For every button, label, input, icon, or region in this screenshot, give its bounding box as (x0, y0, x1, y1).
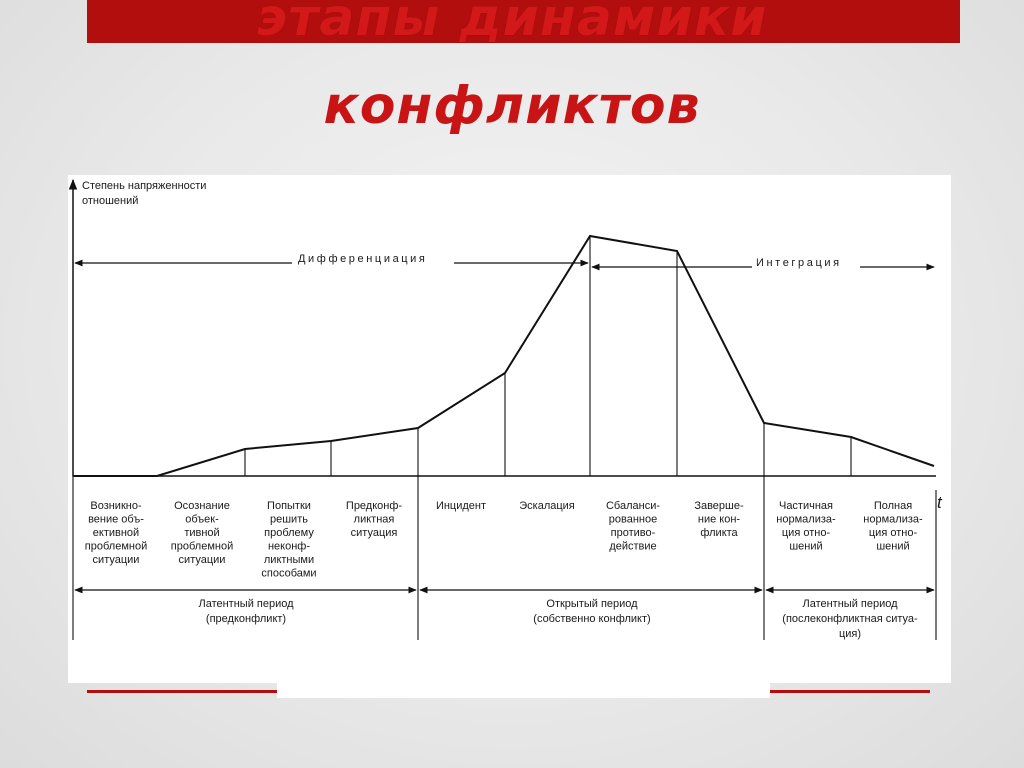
stage-label-6: Эскалация (519, 500, 575, 512)
period-label-2: Открытый период (собственно конфликт) (533, 598, 651, 625)
period-label-3: Латентный период (послеконфликтная ситуа-ция) (782, 598, 918, 640)
x-axis-label: t (937, 493, 942, 512)
stage-label-2: Осознание объек-тивной проблемной ситуации (170, 500, 234, 566)
title-line-2: конфликтов (323, 76, 701, 136)
stage-label-9: Частичная нормализа-ция отно-шений (776, 500, 836, 553)
stage-label-8: Заверше-ние кон-фликта (694, 500, 744, 539)
stage-label-3: Попытки решить проблему неконф-ликтными способами (261, 500, 317, 580)
stage-label-4: Предконф-ликтная ситуация (345, 500, 403, 539)
stage-label-5: Инцидент (435, 500, 487, 512)
stage-label-1: Возникно-вение объ-ективной проблемной ситуации (84, 500, 148, 566)
tension-curve (73, 236, 934, 476)
stage-label-10: Полная нормализа-ция отно-шений (863, 500, 923, 553)
period-labels (198, 598, 918, 640)
period-label-1: Латентный период (предконфликт) (198, 598, 294, 625)
y-axis-label-line-2: отношений (82, 195, 139, 207)
differentiation-label: Дифференциация (298, 253, 428, 265)
title-line-1: этапы динамики (256, 0, 768, 48)
stage-labels (85, 500, 923, 580)
y-axis-label-line-1: Степень напряженности (82, 180, 207, 192)
integration-label: Интеграция (756, 257, 842, 269)
stage-label-7: Сбаланси-рованное противо-действие (605, 500, 661, 553)
